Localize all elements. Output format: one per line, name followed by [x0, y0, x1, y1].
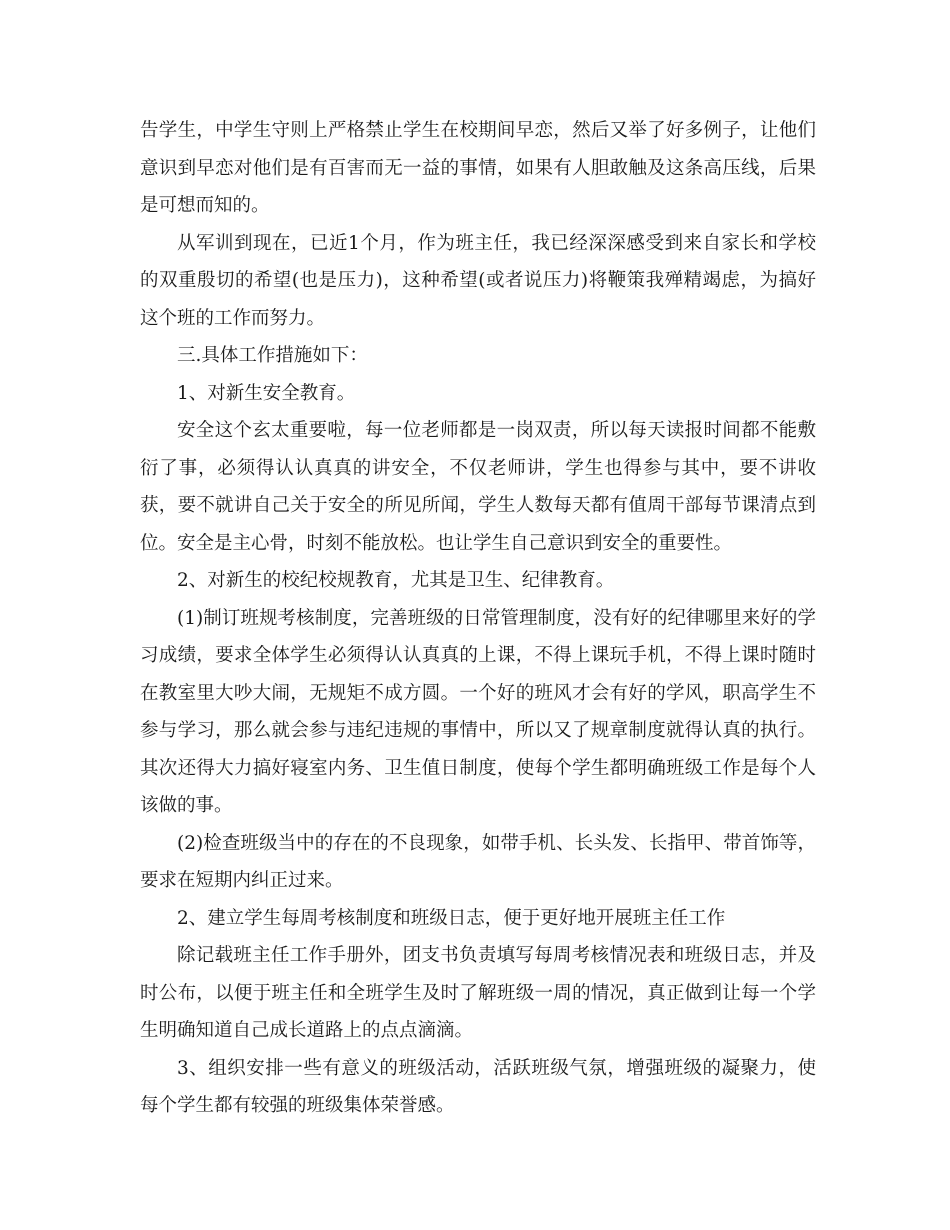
item-heading-weekly-assessment: 2、建立学生每周考核制度和班级日志，便于更好地开展班主任工作 — [177, 907, 726, 929]
paragraph-class-rules: (1)制订班规考核制度，完善班级的日常管理制度，没有好的纪律哪里来好的学习成绩，要求全体学生必须得认认真真的上课，不得上课玩手机，不得上课时随时在教室里大吵大闹，无规矩不成方圆。一个好的班风才会有好的学风，职高学生不参与学习，那么就会参与违纪违规的事情中，所以又了规章制度就得认真的执行。其次还得大力搞好寝室内务、卫生值日制度，使每个学生都明确班级工作是每个人该做的事。 — [140, 607, 816, 816]
document-body — [140, 112, 816, 1125]
paragraph-class-log: 除记载班主任工作手册外，团支书负责填写每周考核情况表和班级日志，并及时公布，以便于班主任和全班学生及时了解班级一周的情况，真正做到让每一个学生明确知道自己成长道路上的点点滴滴。 — [140, 945, 816, 1041]
item-heading-discipline-education: 2、对新生的校纪校规教育，尤其是卫生、纪律教育。 — [177, 570, 615, 591]
paragraph-class-activities: 3、组织安排一些有意义的班级活动，活跃班级气氛，增强班级的凝聚力，使每个学生都有较强的班级集体荣誉感。 — [140, 1057, 816, 1116]
paragraph-head-teacher-expectation: 从军训到现在，已近1个月，作为班主任，我已经深深感受到来自家长和学校的双重殷切的希望(也是压力)，这种希望(或者说压力)将鞭策我殚精竭虑，为搞好这个班的工作而努力。 — [140, 232, 816, 329]
section-heading-work-measures: 三.具体工作措施如下： — [177, 345, 368, 366]
paragraph-safety-education: 安全这个玄太重要啦，每一位老师都是一岗双责，所以每天读报时间都不能敷衍了事，必须得认认真真的讲安全，不仅老师讲，学生也得参与其中，要不讲收获，要不就讲自己关于安全的所见所闻，学生人数每天都有值周干部每节课清点到位。安全是主心骨，时刻不能放松。也让学生自己意识到安全的重要性。 — [140, 420, 816, 554]
paragraph-bad-habits-check: (2)检查班级当中的存在的不良现象，如带手机、长头发、长指甲、带首饰等，要求在短期内纠正过来。 — [140, 832, 816, 891]
paragraph-early-love-warning: 告学生，中学生守则上严格禁止学生在校期间早恋，然后又举了好多例子，让他们意识到早恋对他们是有百害而无一益的事情，如果有人胆敢触及这条高压线，后果是可想而知的。 — [140, 120, 816, 216]
item-heading-safety-education: 1、对新生安全教育。 — [177, 382, 356, 404]
